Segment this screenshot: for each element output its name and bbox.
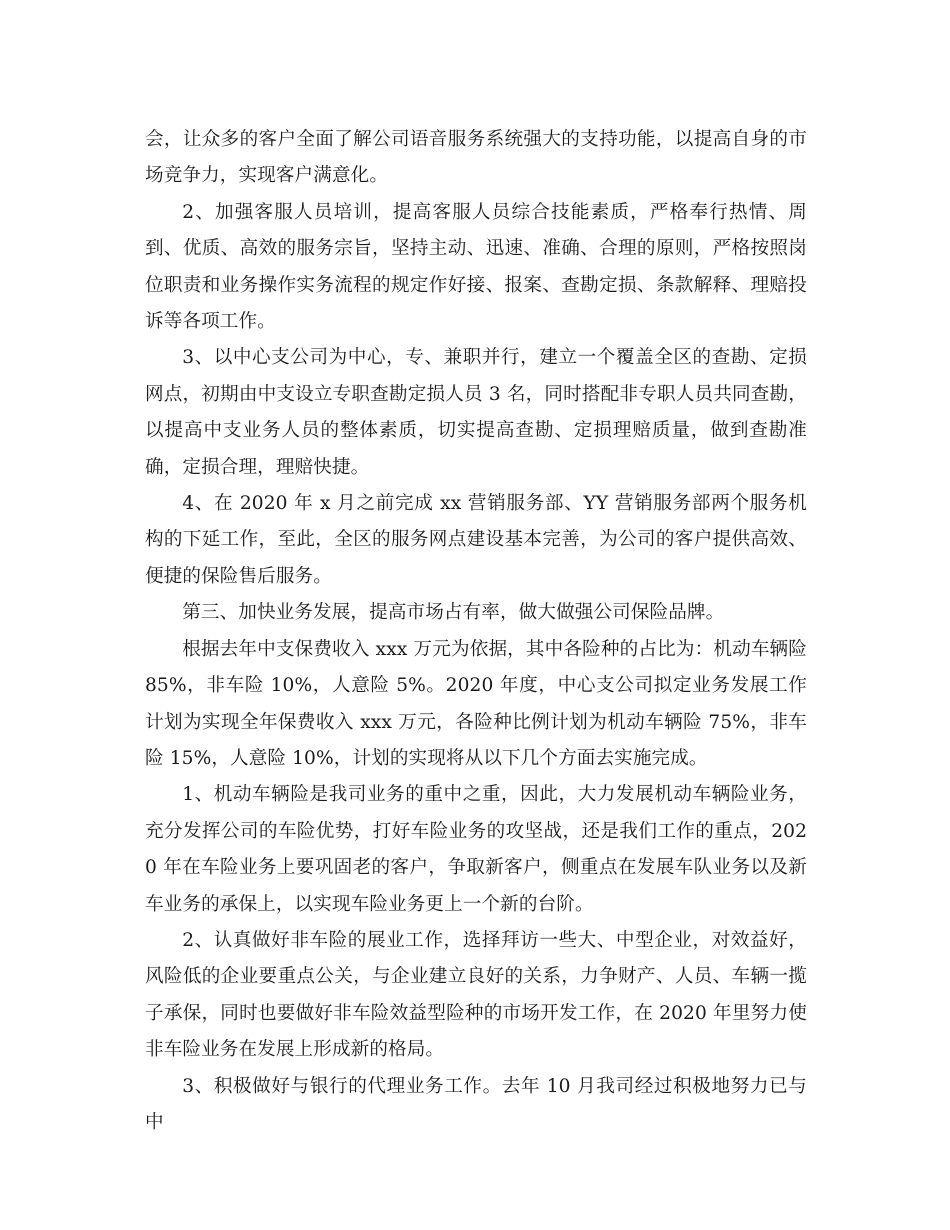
section-heading-third: 第三、加快业务发展，提高市场占有率，做大做强公司保险品牌。 (182, 602, 725, 624)
paragraph-item-2-non-motor-insurance: 2、认真做好非车险的展业工作，选择拜访一些大、中型企业，对效益好，风险低的企业要重点公关，与企业建立良好的关系，力争财产、人员、车辆一揽子承保，同时也要做好非车险效益型险种的市场开发工作，在 2020 年里努力使非车险业务在发展上形成新的格局。 (145, 929, 807, 1061)
document-body (145, 122, 807, 1141)
paragraph-premium-plan: 根据去年中支保费收入 xxx 万元为依据，其中各险种的占比为：机动车辆险 85%，非车险 10%，人意险 5%。2020 年度，中心支公司拟定业务发展工作计划为实现全年保费收入 xxx 万元，各险种比例计划为机动车辆险 75%，非车险 15%，人意险 10%，计划的实现将从以下几个方面去实施完成。 (145, 638, 807, 769)
paragraph-continuation: 会，让众多的客户全面了解公司语音服务系统强大的支持功能，以提高自身的市场竞争力，实现客户满意化。 (145, 129, 807, 187)
paragraph-item-3-survey-network: 3、以中心支公司为中心，专、兼职并行，建立一个覆盖全区的查勘、定损网点，初期由中支设立专职查勘定损人员 3 名，同时搭配非专职人员共同查勘，以提高中支业务人员的整体素质，切实提高查勘、定损理赔质量，做到查勘准确，定损合理，理赔快捷。 (145, 347, 807, 478)
paragraph-item-3-bank-agency: 3、积极做好与银行的代理业务工作。去年 10 月我司经过积极地努力已与中 (145, 1075, 807, 1133)
paragraph-item-2-customer-service-training: 2、加强客服人员培训，提高客服人员综合技能素质，严格奉行热情、周到、优质、高效的服务宗旨，坚持主动、迅速、准确、合理的原则，严格按照岗位职责和业务操作实务流程的规定作好接、报案、查勘定损、条款解释、理赔投诉等各项工作。 (145, 201, 807, 333)
paragraph-item-1-motor-insurance: 1、机动车辆险是我司业务的重中之重，因此，大力发展机动车辆险业务，充分发挥公司的车险优势，打好车险业务的攻坚战，还是我们工作的重点，2020 年在车险业务上要巩固老的客户，争取新客户，侧重点在发展车队业务以及新车业务的承保上，以实现车险业务更上一个新的台阶。 (145, 784, 807, 915)
paragraph-item-4-service-outlets: 4、在 2020 年 x 月之前完成 xx 营销服务部、YY 营销服务部两个服务机构的下延工作，至此，全区的服务网点建设基本完善，为公司的客户提供高效、便捷的保险售后服务。 (145, 493, 807, 587)
